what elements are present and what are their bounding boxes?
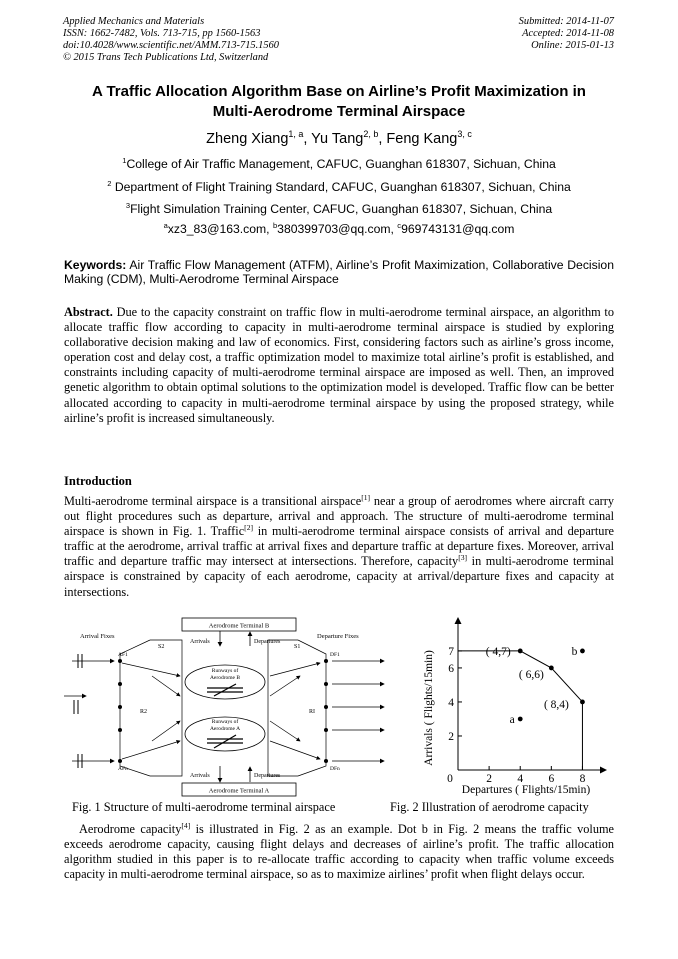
submitted-date: Submitted: 2014-11-07: [518, 16, 614, 27]
author-3: , Feng Kang: [378, 131, 458, 147]
y-tick-label: 4: [448, 696, 454, 709]
terminal-b-label: Aerodrome Terminal B: [208, 622, 270, 630]
vertex-point: [549, 666, 554, 671]
point-a-label: a: [509, 713, 515, 726]
x-tick-label: 8: [579, 773, 586, 785]
copyright-line: © 2015 Trans Tech Publications Ltd, Switzerland: [63, 52, 269, 63]
title-line-2: Multi-Aerodrome Terminal Airspace: [212, 102, 466, 120]
y-axis-label: Arrivals ( Flights/15min): [423, 650, 435, 766]
intro-paragraph-2: [64, 822, 614, 882]
figure-2-caption: Fig. 2 Illustration of aerodrome capacity: [390, 800, 589, 814]
af1-label: AF1: [118, 652, 128, 658]
affiliation-3-text: Flight Simulation Training Center, CAFUC, Guanghan 618307, Sichuan, China: [130, 202, 553, 216]
journal-header: [63, 16, 279, 64]
figure-2-chart: [418, 612, 618, 798]
x-tick-label: 2: [486, 773, 492, 785]
intro-p2-text-2: is illustrated in Fig. 2 as an example. Dot b in Fig. 2 means the traffic volume exceeds aerodrome capacity, causing flight delays and decreases of airline’s profit. The traffic allocation algorithm studied in this paper is to re-allocate traffic according to capacity when traffic volume exceeds capacity in multi-aerodrome terminal airspace, so as to maximize airlines’ profit when flight delays occur.: [64, 822, 614, 882]
intro-p1-text-2: near a group of aerodromes where aircraft carry out flight procedures such as departure, arrival and approach. The structure of multi-aerodrome terminal airspace is shown in Fig. 1. Traffic: [64, 494, 614, 539]
author-1: Zheng Xiang: [206, 131, 289, 147]
x-tick-label: 6: [548, 773, 555, 785]
s1-label: S1: [294, 644, 301, 650]
online-date: Online: 2015-01-13: [531, 40, 614, 51]
y-tick-label: 7: [448, 645, 454, 658]
runway-a-label-1: Runways of: [211, 719, 239, 725]
email-c-sup: c: [397, 220, 402, 230]
author-1-sup: 1, a: [288, 129, 304, 140]
afn-label: AFn: [118, 766, 128, 772]
vertex-label: ( 4,7): [485, 645, 511, 658]
runway-b-label-1: Runways of: [211, 668, 239, 674]
title-line-1: A Traffic Allocation Algorithm Base on Airline’s Profit Maximization in: [92, 83, 586, 100]
intro-p1-text-3: in multi-aerodrome terminal airspace consists of arrival and departure traffic at the aerodrome, arrival traffic at arrival fixes and departure traffic at departure fixes. Moreover, arrival traffic and departure traffic may intersect at intersections. Therefore, capacity: [64, 524, 614, 569]
intro-p2-text-1: Aerodrome capacity: [79, 822, 182, 836]
citation-link-1[interactable]: [1]: [361, 492, 371, 502]
author-list: [0, 131, 678, 147]
intro-paragraph-1: [64, 494, 614, 600]
df1-label: DF1: [330, 652, 340, 658]
intro-p1-text-1: Multi-aerodrome terminal airspace is a transitional airspace: [64, 494, 362, 508]
vertex-point: [580, 700, 585, 705]
x-tick-label: 4: [517, 773, 524, 785]
point-b: [580, 649, 585, 654]
x-axis-label: Departures ( Flights/15min): [461, 784, 591, 796]
dates-header: [519, 16, 614, 52]
figure-1-diagram: [62, 616, 392, 800]
affiliation-1-sup: 1: [122, 155, 127, 165]
affiliation-1-text: College of Air Traffic Management, CAFUC, Guanghan 618307, Sichuan, China: [126, 157, 556, 171]
abstract: [64, 305, 614, 426]
citation-link-2[interactable]: [2]: [244, 523, 254, 533]
vertex-label: ( 6,6): [518, 668, 544, 681]
doi-line: doi:10.4028/www.scientific.net/AMM.713-715.1560: [63, 40, 279, 51]
arrivals-bottom-label: Arrivals: [190, 773, 210, 779]
abstract-text: Due to the capacity constraint on traffic flow in multi-aerodrome terminal airspace, an algorithm to allocate traffic flow according to capacity in multi-aerodrome terminal airspace is studied by exploring collaborative decision making and law of economics. First, considering factors such as airline’s gross income, operation cost and delay cost, a traffic optimization model to maximize total airline’s profit is established, and constraints including capacity of multi-aerodrome terminal airspace are imposed as well. Then, an improved genetic algorithm to obtain optimal solutions to the optimization model is developed. Traffic flow can be better allocated according to capacity in multi-aerodrome terminal airspace by using the proposed strategy, while airline’s profit is increased simultaneously.: [64, 305, 614, 425]
x-tick-label: 0: [447, 773, 453, 785]
email-c[interactable]: 969743131@qq.com: [401, 222, 515, 236]
author-3-sup: 3, c: [457, 129, 472, 140]
s2-label: S2: [158, 644, 165, 650]
arrivals-top-label: Arrivals: [190, 639, 210, 645]
email-line: [0, 222, 678, 236]
paper-title: [40, 82, 638, 121]
affiliation-2: [0, 180, 678, 194]
figure-1-caption: Fig. 1 Structure of multi-aerodrome terminal airspace: [72, 800, 336, 814]
keywords: [64, 259, 614, 286]
y-tick-label: 2: [448, 730, 454, 743]
citation-link-3[interactable]: [3]: [458, 553, 468, 563]
intro-p1-text-4: in multi-aerodrome terminal airspace is constrained by capacity of each aerodrome, capacity at arrival/departure fixes and capacity at intersections.: [64, 554, 614, 599]
email-a[interactable]: xz3_83@163.com,: [167, 222, 273, 236]
affiliation-3-sup: 3: [125, 200, 131, 210]
terminal-a-label: Aerodrome Terminal A: [208, 787, 270, 795]
r1-label: RI: [309, 709, 315, 715]
r2-label: R2: [140, 709, 148, 715]
issn-line: ISSN: 1662-7482, Vols. 713-715, pp 1560-1563: [63, 28, 261, 39]
runway-a-label-2: Aerodrome A: [209, 726, 241, 732]
citation-link-4[interactable]: [4]: [181, 820, 191, 830]
accepted-date: Accepted: 2014-11-08: [522, 28, 614, 39]
dfn-label: DFn: [330, 766, 340, 772]
point-b-label: b: [571, 645, 578, 658]
departure-fixes-label: Departure Fixes: [317, 633, 359, 640]
departures-top-label: Departures: [254, 639, 281, 645]
runway-b-label-2: Aerodrome B: [209, 675, 241, 681]
y-tick-label: 6: [448, 662, 454, 675]
author-2-sup: 2, b: [363, 129, 379, 140]
point-a: [518, 717, 523, 722]
departures-bottom-label: Departures: [254, 773, 281, 779]
keywords-text: Air Traffic Flow Management (ATFM), Airline’s Profit Maximization, Collaborative Decision Making (CDM), Multi-Aerodrome Terminal Airspace: [64, 258, 614, 286]
vertex-point: [518, 649, 523, 654]
email-b[interactable]: 380399703@qq.com,: [277, 222, 398, 236]
email-b-sup: b: [272, 220, 278, 230]
journal-name: Applied Mechanics and Materials: [63, 16, 205, 27]
email-a-sup: a: [163, 220, 168, 230]
affiliation-1: [0, 157, 678, 171]
keywords-label: Keywords:: [64, 258, 127, 272]
section-heading-introduction: Introduction: [64, 474, 132, 488]
abstract-label: Abstract.: [64, 305, 113, 319]
vertex-label: ( 8,4): [543, 698, 569, 711]
affiliation-2-sup: 2: [107, 178, 112, 188]
affiliation-3: [0, 202, 678, 216]
affiliation-2-text: Department of Flight Training Standard, CAFUC, Guanghan 618307, Sichuan, China: [111, 180, 571, 194]
arrival-fixes-label: Arrival Fixes: [80, 633, 115, 640]
author-2: , Yu Tang: [303, 131, 364, 147]
